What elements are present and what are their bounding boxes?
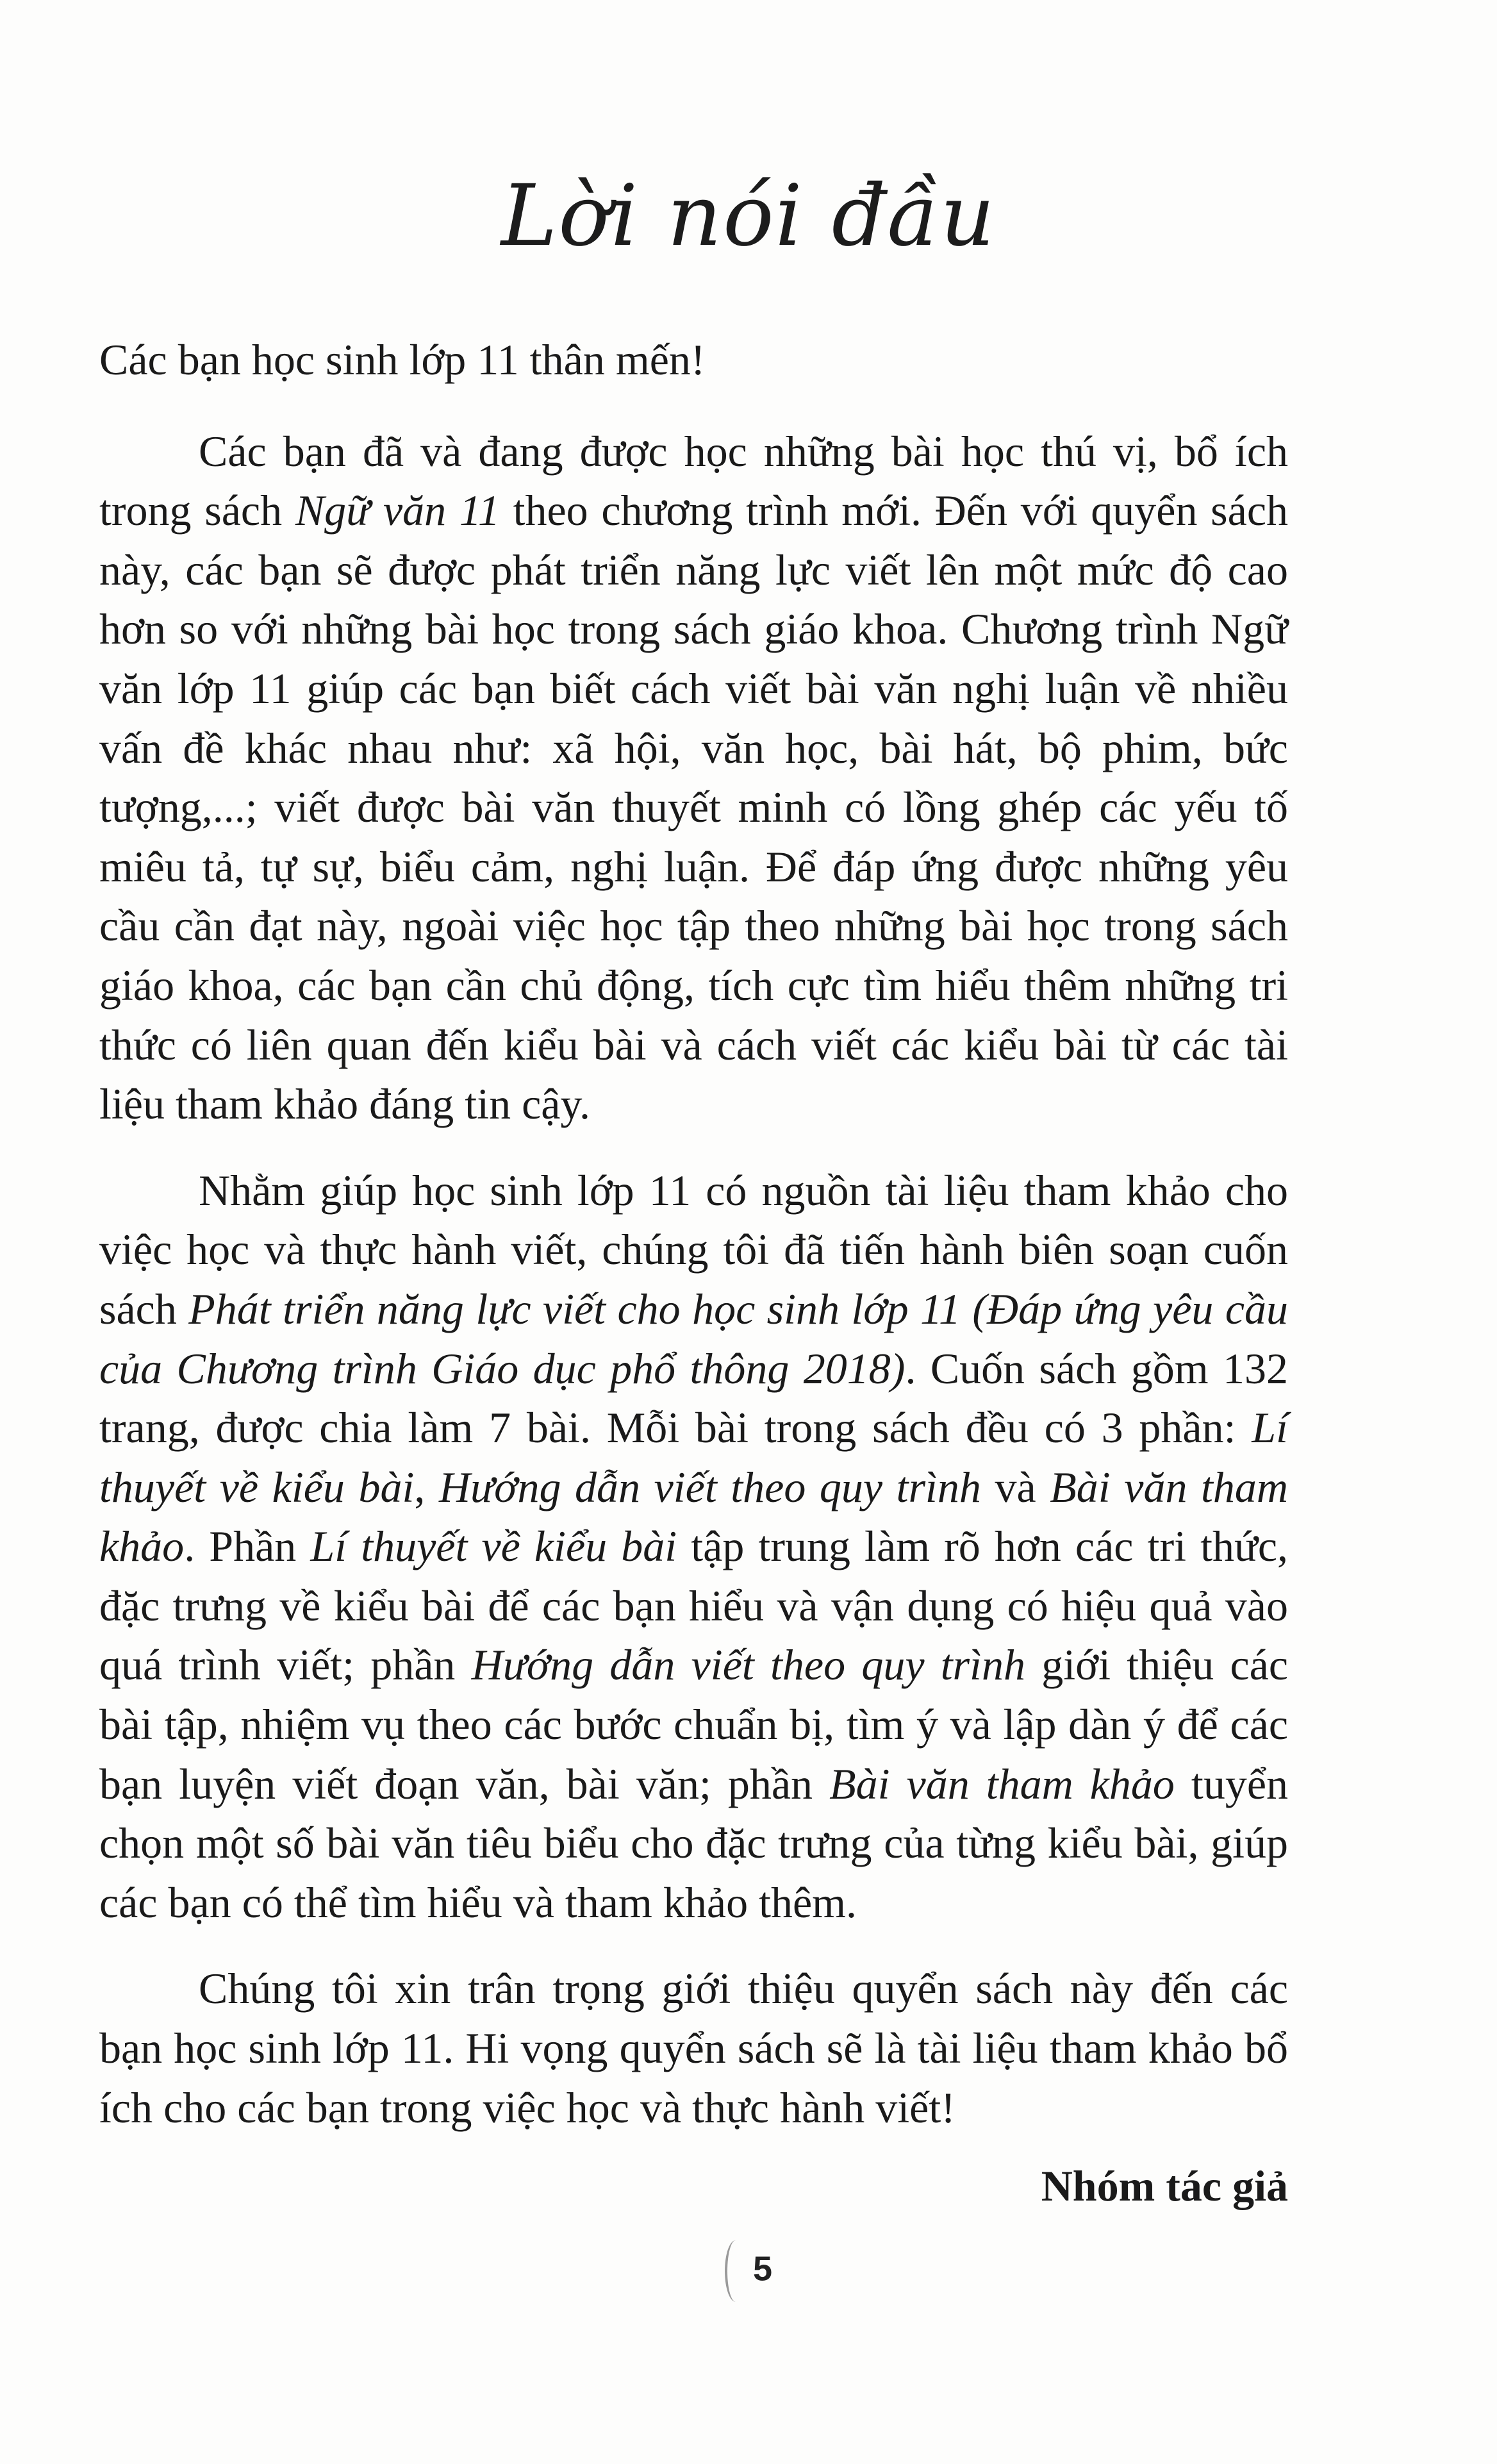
page-number-value: 5 (752, 2249, 773, 2288)
page-number-bracket-icon (725, 2240, 747, 2302)
paragraph-3: Chúng tôi xin trân trọng giới thiệu quyển sách này đến các bạn học sinh lớp 11. Hi vọng quyển sách sẽ là tài liệu tham khảo bổ ích cho các bạn trong việc học và thực hành viết! (99, 1964, 1288, 2132)
page-title: Lời nói đầu (500, 167, 997, 265)
paragraph-2-text-7: giới thiệu các bài tập, nhiệm vụ theo các bước chuẩn bị, tìm ý và lập dàn ý để các bạn luyện viết đoạn văn, bài văn; phần (99, 1640, 1289, 1808)
paragraph-2 (99, 1161, 1288, 1933)
paragraph-2-italic-7: Bài văn tham khảo (829, 1759, 1175, 1808)
paragraph-2-text-5: . Phần (184, 1522, 311, 1571)
paragraph-2-italic-4: Bài văn tham khảo (99, 1462, 1289, 1571)
paragraph-2-text-2: . Cuốn sách gồm 132 trang, được chia làm 7 bài. Mỗi bài trong sách đều có 3 phần: (99, 1344, 1288, 1453)
paragraph-2-text-1: Nhằm giúp học sinh lớp 11 có nguồn tài liệu tham khảo cho việc học và thực hành viết, chúng tôi đã tiến hành biên soạn cuốn sách (99, 1165, 1288, 1333)
paragraph-1-italic-book-title: Ngữ văn 11 (295, 486, 500, 535)
paragraph-2-text-4: và (980, 1462, 1050, 1511)
paragraph-1-text-b: theo chương trình mới. Đến với quyển sách này, các bạn sẽ được phát triển năng lực viết lên một mức độ cao hơn so với những bài học trong sách giáo khoa. Chương trình Ngữ văn lớp 11 giúp các bạn biết cách viết bài văn nghị luận về nhiều vấn đề khác nhau như: xã hội, văn học, bài hát, bộ phim, bức tượng,...; viết được bài văn thuyết minh có lồng ghép các yếu tố miêu tả, tự sự, biểu cảm, nghị luận. Để đáp ứng được những yêu cầu cần đạt này, ngoài việc học tập theo những bài học trong sách giáo khoa, các bạn cần chủ động, tích cực tìm hiểu thêm những tri thức có liên quan đến kiểu bài và cách viết các kiểu bài từ các tài liệu tham khảo đáng tin cậy. (99, 486, 1288, 1129)
paragraph-2-italic-3: Hướng dẫn viết theo quy trình (438, 1462, 981, 1511)
paragraph-2-text-6: tập trung làm rõ hơn các tri thức, đặc trưng về kiểu bài để các bạn hiểu và vận dụng có hiệu quả vào quá trình viết; phần (99, 1522, 1289, 1690)
paragraph-1 (99, 422, 1288, 1134)
paragraph-2-italic-1: Phát triển năng lực viết cho học sinh lớp 11 (Đáp ứng yêu cầu của Chương trình Giáo dục phổ thông 2018) (99, 1284, 1288, 1393)
greeting: Các bạn học sinh lớp 11 thân mến! (99, 335, 706, 384)
paragraph-2-italic-2: Lí thuyết về kiểu bài (99, 1403, 1288, 1511)
signature: Nhóm tác giả (1041, 2161, 1288, 2211)
paragraph-2-text-8: tuyển chọn một số bài văn tiêu biểu cho đặc trưng của từng kiểu bài, giúp các bạn có thể tìm hiểu và tham khảo thêm. (99, 1759, 1288, 1927)
paragraph-1-text-a: Các bạn đã và đang được học những bài học thú vị, bổ ích trong sách (99, 426, 1288, 535)
paragraph-2-italic-5: Lí thuyết về kiểu bài (310, 1522, 677, 1571)
paragraph-2-text-3: , (414, 1462, 439, 1511)
preface-body (99, 330, 1288, 2216)
paragraph-2-italic-6: Hướng dẫn viết theo quy trình (471, 1640, 1026, 1690)
page-number (0, 2240, 1497, 2302)
